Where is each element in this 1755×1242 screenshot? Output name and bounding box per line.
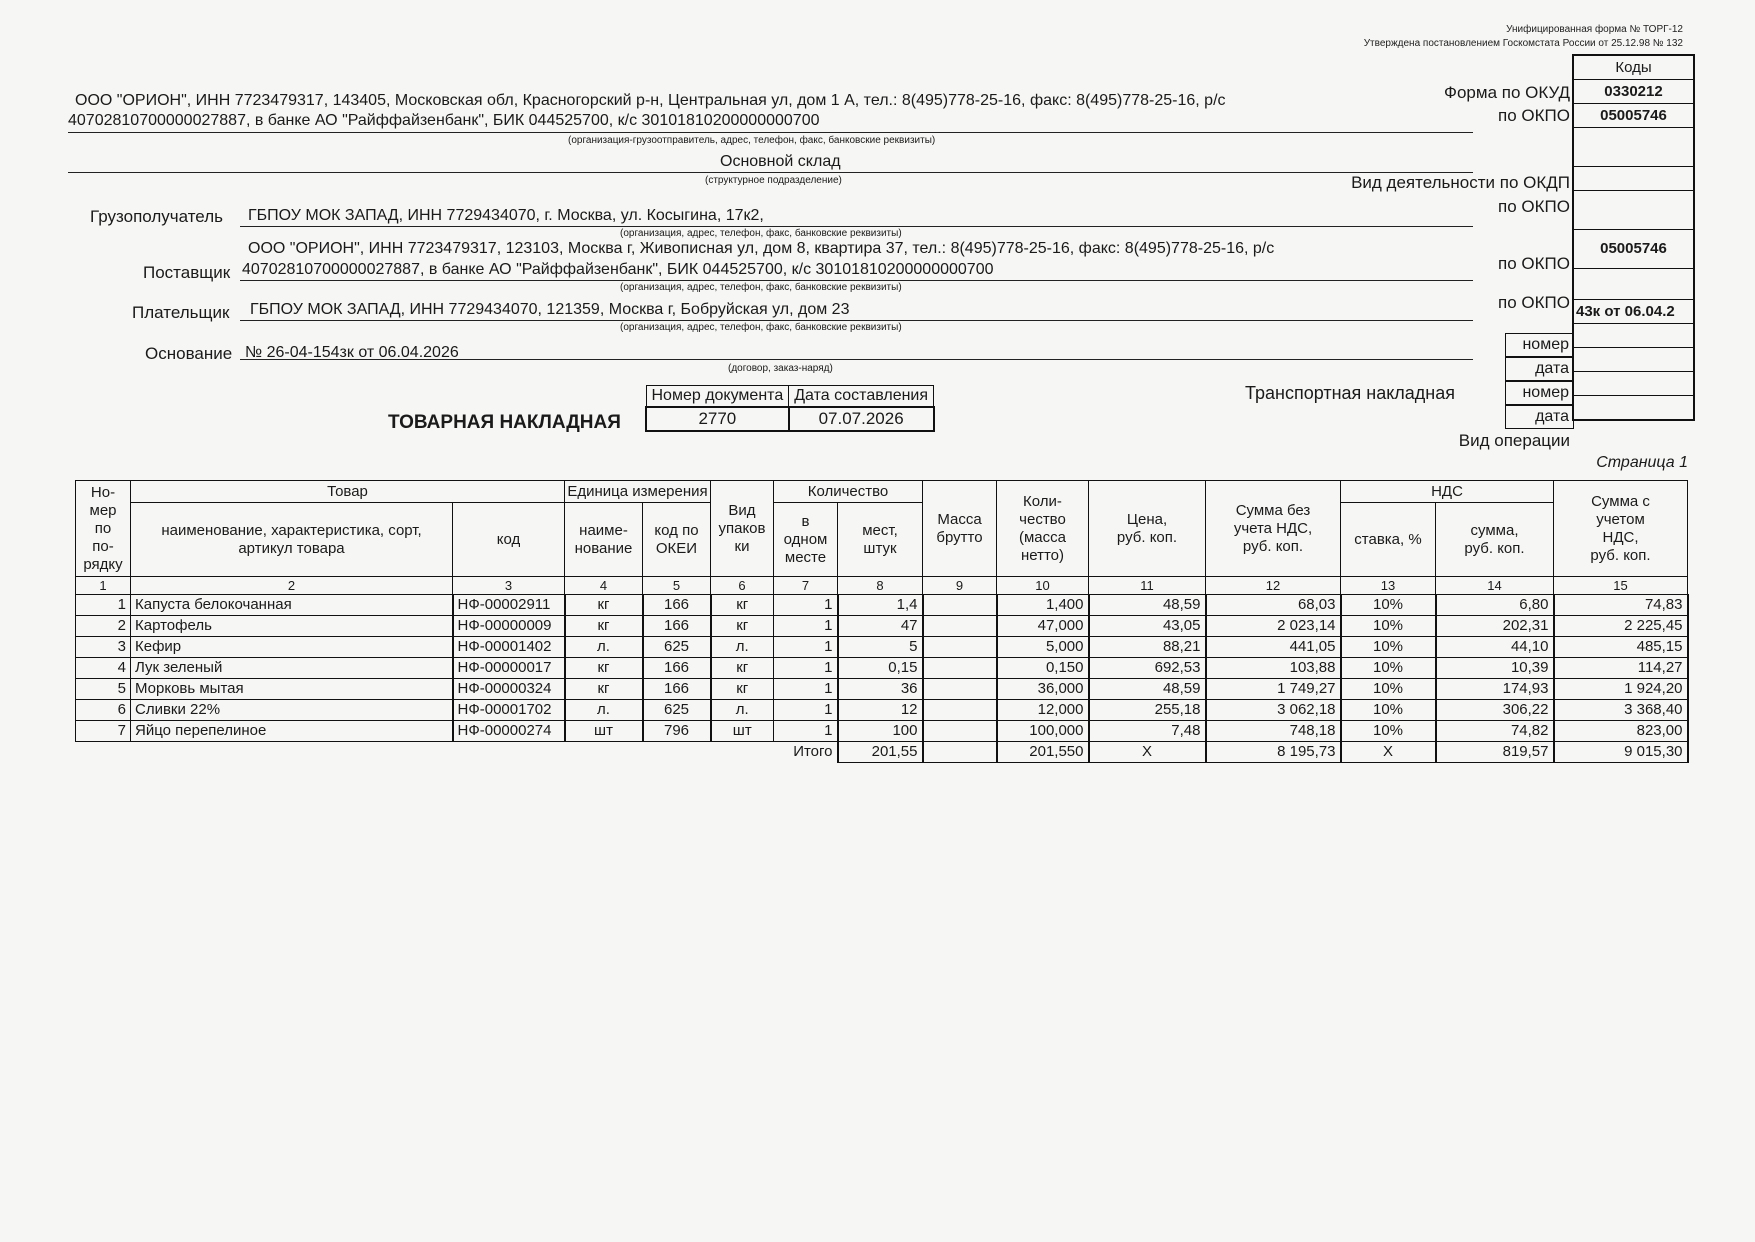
cell-okei: 625 [643, 700, 711, 721]
goods-table [75, 480, 1689, 763]
division-caption: (структурное подразделение) [705, 175, 842, 186]
cell-rate: 10% [1341, 679, 1436, 700]
cell-gross [923, 637, 997, 658]
col-number: 8 [838, 577, 923, 595]
totals-places: 201,55 [838, 742, 923, 763]
cell-unit: кг [565, 595, 643, 616]
cell-price: 48,59 [1089, 595, 1206, 616]
payer-okpo-value [1574, 269, 1693, 300]
payer-caption: (организация, адрес, телефон, факс, банковские реквизиты) [620, 322, 902, 333]
cell-places: 12 [838, 700, 923, 721]
transport-date-label: дата [1505, 405, 1574, 429]
col-qty-places: мест, штук [838, 503, 923, 577]
cell-price: 255,18 [1089, 700, 1206, 721]
cell-sum: 748,18 [1206, 721, 1341, 742]
col-goods: Товар [131, 481, 565, 503]
cell-gross [923, 616, 997, 637]
cell-vat: 202,31 [1436, 616, 1554, 637]
cell-code: НФ-00000009 [453, 616, 565, 637]
col-quantity: Количество [774, 481, 923, 503]
cell-unit: шт [565, 721, 643, 742]
cell-sum: 2 023,14 [1206, 616, 1341, 637]
col-number: 11 [1089, 577, 1206, 595]
col-number: 7 [774, 577, 838, 595]
form-name: Унифицированная форма № ТОРГ-12 [1506, 24, 1683, 35]
cell-per-place: 1 [774, 700, 838, 721]
division-value: Основной склад [720, 153, 841, 170]
shipper-line2: 40702810700000027887, в банке АО "Райффайзенбанк", БИК 044525700, к/с 30101810200000000700 [68, 112, 820, 129]
cell-vat: 6,80 [1436, 595, 1554, 616]
consignee-okpo-label: по ОКПО [1498, 197, 1570, 216]
okdp-value [1574, 167, 1693, 191]
cell-net: 0,150 [997, 658, 1089, 679]
col-vat: НДС [1341, 481, 1554, 503]
cell-places: 1,4 [838, 595, 923, 616]
doc-date: 07.07.2026 [789, 407, 934, 431]
operation-value [1574, 396, 1693, 419]
col-vat-sum: сумма, руб. коп. [1436, 503, 1554, 577]
cell-per-place: 1 [774, 658, 838, 679]
table-row [76, 679, 1688, 700]
col-vat-rate: ставка, % [1341, 503, 1436, 577]
col-unit-name: наиме- нование [565, 503, 643, 577]
cell-sum: 441,05 [1206, 637, 1341, 658]
consignee-caption: (организация, адрес, телефон, факс, банковские реквизиты) [620, 228, 902, 239]
cell-gross [923, 721, 997, 742]
cell-unit: кг [565, 679, 643, 700]
cell-price: 48,59 [1089, 679, 1206, 700]
cell-total: 74,83 [1554, 595, 1688, 616]
col-number: 1 [76, 577, 131, 595]
cell-net: 47,000 [997, 616, 1089, 637]
cell-pack: кг [711, 595, 774, 616]
col-number: 15 [1554, 577, 1688, 595]
document-title: ТОВАРНАЯ НАКЛАДНАЯ [388, 412, 621, 433]
cell-rate: 10% [1341, 616, 1436, 637]
consignee-value: ГБПОУ МОК ЗАПАД, ИНН 7729434070, г. Москва, ул. Косыгина, 17к2, [248, 207, 764, 224]
totals-net: 201,550 [997, 742, 1089, 763]
cell-total: 823,00 [1554, 721, 1688, 742]
cell-net: 100,000 [997, 721, 1089, 742]
cell-total: 2 225,45 [1554, 616, 1688, 637]
col-number: 14 [1436, 577, 1554, 595]
cell-net: 5,000 [997, 637, 1089, 658]
cell-per-place: 1 [774, 721, 838, 742]
cell-places: 0,15 [838, 658, 923, 679]
cell-name: Сливки 22% [131, 700, 453, 721]
cell-vat: 306,22 [1436, 700, 1554, 721]
col-sum-no-vat: Сумма без учета НДС, руб. коп. [1206, 481, 1341, 577]
cell-name: Лук зеленый [131, 658, 453, 679]
table-row [76, 616, 1688, 637]
col-number: 3 [453, 577, 565, 595]
cell-gross [923, 658, 997, 679]
cell-sum: 68,03 [1206, 595, 1341, 616]
cell-price: 43,05 [1089, 616, 1206, 637]
basis-number-value: 43к от 06.04.2 [1574, 300, 1693, 324]
document-number-table [645, 385, 935, 432]
totals-price: X [1089, 742, 1206, 763]
cell-pack: кг [711, 658, 774, 679]
supplier-line2: 40702810700000027887, в банке АО "Райффайзенбанк", БИК 044525700, к/с 30101810200000000700 [242, 261, 994, 278]
cell-places: 100 [838, 721, 923, 742]
cell-okei: 166 [643, 616, 711, 637]
col-qty-per-place: в одном месте [774, 503, 838, 577]
transport-number-value [1574, 348, 1693, 372]
cell-vat: 10,39 [1436, 658, 1554, 679]
cell-unit: л. [565, 637, 643, 658]
totals-label: Итого [793, 743, 833, 761]
col-goods-code: код [453, 503, 565, 577]
codes-title: Коды [1574, 56, 1693, 80]
cell-no: 3 [76, 637, 131, 658]
cell-total: 1 924,20 [1554, 679, 1688, 700]
col-number: 10 [997, 577, 1089, 595]
cell-vat: 74,82 [1436, 721, 1554, 742]
totals-total: 9 015,30 [1554, 742, 1688, 763]
cell-total: 114,27 [1554, 658, 1688, 679]
cell-name: Яйцо перепелиное [131, 721, 453, 742]
shipper-caption: (организация-грузоотправитель, адрес, телефон, факс, банковские реквизиты) [568, 135, 936, 146]
cell-okei: 166 [643, 595, 711, 616]
cell-sum: 1 749,27 [1206, 679, 1341, 700]
okpo-blank [1574, 128, 1693, 167]
cell-code: НФ-00000017 [453, 658, 565, 679]
okpo-label: по ОКПО [1498, 106, 1570, 125]
cell-okei: 166 [643, 658, 711, 679]
payer-label: Плательщик [132, 303, 230, 322]
cell-no: 1 [76, 595, 131, 616]
basis-date-value [1574, 324, 1693, 348]
cell-no: 2 [76, 616, 131, 637]
okud-label: Форма по ОКУД [1444, 83, 1570, 102]
cell-code: НФ-00000274 [453, 721, 565, 742]
payer-okpo-label: по ОКПО [1498, 293, 1570, 312]
cell-sum: 3 062,18 [1206, 700, 1341, 721]
cell-sum: 103,88 [1206, 658, 1341, 679]
cell-places: 36 [838, 679, 923, 700]
consignee-okpo-value [1574, 191, 1693, 230]
table-row [76, 595, 1688, 616]
col-number: 4 [565, 577, 643, 595]
cell-code: НФ-00000324 [453, 679, 565, 700]
cell-gross [923, 700, 997, 721]
okpo-value: 05005746 [1574, 104, 1693, 128]
cell-price: 692,53 [1089, 658, 1206, 679]
cell-code: НФ-00002911 [453, 595, 565, 616]
basis-label: Основание [145, 344, 233, 363]
totals-vat: 819,57 [1436, 742, 1554, 763]
cell-price: 88,21 [1089, 637, 1206, 658]
cell-places: 5 [838, 637, 923, 658]
cell-unit: л. [565, 700, 643, 721]
cell-rate: 10% [1341, 595, 1436, 616]
basis-date-label: дата [1505, 357, 1574, 381]
cell-name: Капуста белокочанная [131, 595, 453, 616]
cell-no: 4 [76, 658, 131, 679]
col-row-no: Но- мер по по- рядку [76, 481, 131, 577]
cell-vat: 174,93 [1436, 679, 1554, 700]
cell-name: Кефир [131, 637, 453, 658]
cell-per-place: 1 [774, 616, 838, 637]
cell-no: 5 [76, 679, 131, 700]
col-number: 12 [1206, 577, 1341, 595]
col-price: Цена, руб. коп. [1089, 481, 1206, 577]
cell-code: НФ-00001702 [453, 700, 565, 721]
shipper-line1: ООО "ОРИОН", ИНН 7723479317, 143405, Московская обл, Красногорский р-н, Центральная ул, дом 1 А, тел.: 8(495)778-25-16, факс: 8(495)778-25-16, р/с [75, 92, 1226, 109]
cell-rate: 10% [1341, 721, 1436, 742]
table-row [76, 637, 1688, 658]
basis-number-label: номер [1505, 333, 1574, 357]
cell-total: 3 368,40 [1554, 700, 1688, 721]
cell-unit: кг [565, 616, 643, 637]
transport-label: Транспортная накладная [1245, 383, 1456, 403]
cell-net: 36,000 [997, 679, 1089, 700]
cell-per-place: 1 [774, 595, 838, 616]
col-number: 13 [1341, 577, 1436, 595]
codes-column [1572, 54, 1695, 421]
operation-label: Вид операции [1458, 431, 1570, 450]
cell-gross [923, 679, 997, 700]
cell-vat: 44,10 [1436, 637, 1554, 658]
form-approval: Утверждена постановлением Госкомстата России от 25.12.98 № 132 [1363, 38, 1683, 49]
supplier-caption: (организация, адрес, телефон, факс, банковские реквизиты) [620, 282, 902, 293]
doc-number-header: Номер документа [646, 386, 789, 408]
consignee-label: Грузополучатель [90, 207, 223, 226]
cell-net: 12,000 [997, 700, 1089, 721]
page-number: Страница 1 [1596, 454, 1688, 471]
cell-pack: л. [711, 700, 774, 721]
cell-rate: 10% [1341, 658, 1436, 679]
payer-value: ГБПОУ МОК ЗАПАД, ИНН 7729434070, 121359, Москва г, Бобруйская ул, дом 23 [250, 301, 850, 318]
col-number: 5 [643, 577, 711, 595]
cell-places: 47 [838, 616, 923, 637]
totals-rate: X [1341, 742, 1436, 763]
table-row [76, 721, 1688, 742]
col-number: 9 [923, 577, 997, 595]
cell-rate: 10% [1341, 637, 1436, 658]
table-row [76, 700, 1688, 721]
column-numbers-row [76, 577, 1688, 595]
basis-value: № 26-04-154зк от 06.04.2026 [245, 344, 459, 361]
cell-rate: 10% [1341, 700, 1436, 721]
col-sum-with-vat: Сумма с учетом НДС, руб. коп. [1554, 481, 1688, 577]
cell-price: 7,48 [1089, 721, 1206, 742]
col-gross: Масса брутто [923, 481, 997, 577]
doc-number: 2770 [646, 407, 789, 431]
cell-code: НФ-00001402 [453, 637, 565, 658]
cell-name: Картофель [131, 616, 453, 637]
totals-row [76, 742, 1688, 763]
cell-net: 1,400 [997, 595, 1089, 616]
cell-total: 485,15 [1554, 637, 1688, 658]
cell-pack: л. [711, 637, 774, 658]
totals-sum: 8 195,73 [1206, 742, 1341, 763]
col-unit: Единица измерения [565, 481, 711, 503]
cell-unit: кг [565, 658, 643, 679]
col-number: 6 [711, 577, 774, 595]
cell-no: 6 [76, 700, 131, 721]
cell-per-place: 1 [774, 637, 838, 658]
cell-okei: 166 [643, 679, 711, 700]
cell-okei: 625 [643, 637, 711, 658]
okdp-label: Вид деятельности по ОКДП [1351, 173, 1570, 192]
supplier-okpo-value: 05005746 [1574, 230, 1693, 269]
table-row [76, 658, 1688, 679]
supplier-okpo-label: по ОКПО [1498, 254, 1570, 273]
col-pack-type: Вид упаков ки [711, 481, 774, 577]
cell-pack: кг [711, 679, 774, 700]
supplier-line1: ООО "ОРИОН", ИНН 7723479317, 123103, Москва г, Живописная ул, дом 8, квартира 37, тел.: 8(495)778-25-16, факс: 8(495)778-25-16, р/с [248, 240, 1275, 257]
cell-pack: кг [711, 616, 774, 637]
doc-date-header: Дата составления [789, 386, 934, 408]
col-number: 2 [131, 577, 453, 595]
basis-caption: (договор, заказ-наряд) [728, 363, 833, 374]
cell-gross [923, 595, 997, 616]
cell-per-place: 1 [774, 679, 838, 700]
cell-name: Морковь мытая [131, 679, 453, 700]
cell-okei: 796 [643, 721, 711, 742]
supplier-label: Поставщик [143, 263, 231, 282]
col-unit-okei: код по ОКЕИ [643, 503, 711, 577]
transport-number-label: номер [1505, 381, 1574, 405]
col-goods-name: наименование, характеристика, сорт, артикул товара [131, 503, 453, 577]
col-net: Коли- чество (масса нетто) [997, 481, 1089, 577]
cell-pack: шт [711, 721, 774, 742]
cell-no: 7 [76, 721, 131, 742]
okud-value: 0330212 [1574, 80, 1693, 104]
totals-gross [923, 742, 997, 763]
transport-date-value [1574, 372, 1693, 396]
